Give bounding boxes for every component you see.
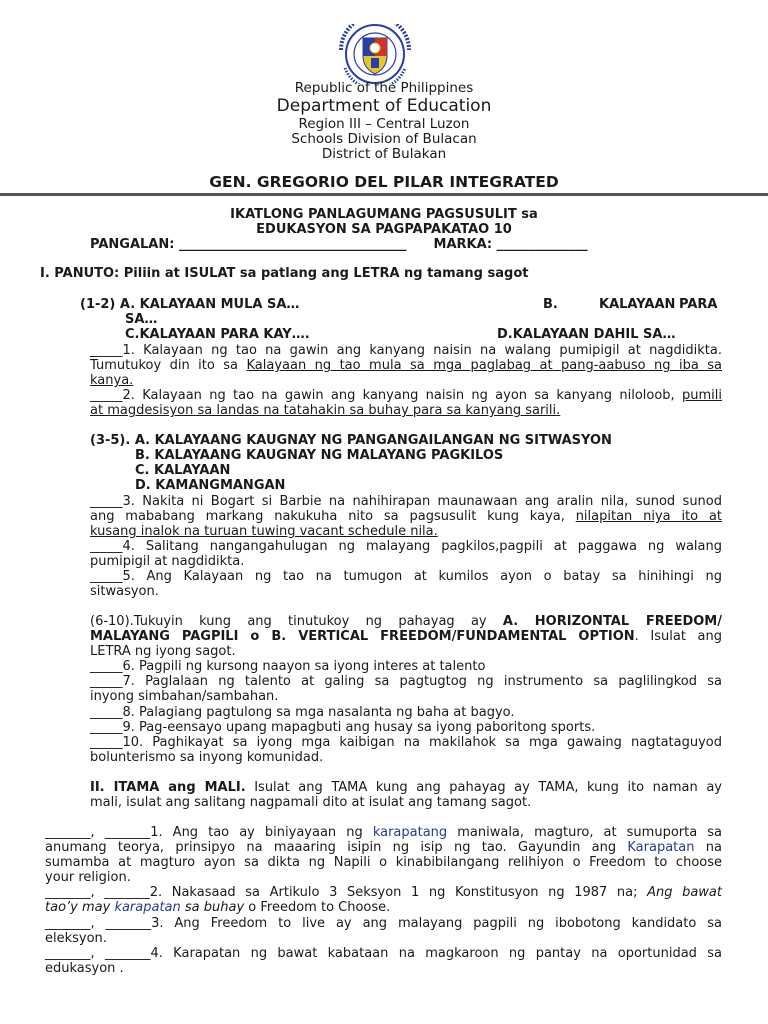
q10-line2: bolunterismo sa inyong komunidad.	[90, 750, 324, 765]
q1-line2: Tumutukoy din ito sa Kalayaan ng tao mula sa mga paglabag at pang-aabuso ng iba sa	[90, 358, 722, 373]
group1-choice-c: C.KALAYAAN PARA KAY….	[125, 327, 310, 342]
group1-choice-a: (1-2) A. KALAYAAN MULA SA…	[80, 297, 300, 312]
q3-line2: ang mababang markang nakukuha nito sa pagsusulit kung kaya, nilapitan niya ito at	[90, 509, 722, 524]
header-divider	[0, 193, 768, 196]
q2-line1: _____2. Kalayaan ng tao na gawin ang kanyang naisin ng ayon sa kanyang niloloob, pumili	[90, 388, 722, 403]
q5-line2: sitwasyon.	[90, 584, 159, 599]
deped-seal-icon	[331, 24, 419, 84]
q2-line2: at magdesisyon sa landas na tatahakin sa buhay para sa kanyang sarili.	[90, 403, 561, 418]
district-line: District of Bulakan	[321, 146, 447, 162]
group1-choice-b-word2: KALAYAAN	[599, 297, 676, 312]
q5-line1: _____5. Ang Kalayaan ng tao na tumugon at kumilos ayon o batay sa hinihingi ng	[90, 569, 722, 584]
q3-line3: kusang inalok na turuan tuwing vacant schedule nila.	[90, 524, 438, 539]
group2-choice-c: C. KALAYAAN	[135, 463, 231, 478]
group3-line3: LETRA ng iyong sagot.	[90, 644, 236, 659]
q4-line1: _____4. Salitang nangangahulugan ng malayang pagkilos,pagpili at paggawa ng walang	[90, 539, 722, 554]
group3-line2: MALAYANG PAGPILI o B. VERTICAL FREEDOM/FUNDAMENTAL OPTION. Isulat ang	[90, 629, 722, 644]
q8-line: _____8. Palagiang pagtulong sa mga nasalanta ng baha at bagyo.	[90, 705, 515, 720]
q9-line: _____9. Pag-eensayo upang mapagbuti ang husay sa iyong paboritong sports.	[90, 720, 596, 735]
part2-instruction-line1: II. ITAMA ang MALI. Isulat ang TAMA kung ang pahayag ay TAMA, kung ito naman ay	[90, 780, 722, 795]
q7-line1: _____7. Paglalaan ng talento at galing sa pagtugtog ng instrumento sa paglilingkod sa	[90, 674, 722, 689]
q1-line3: kanya.	[90, 373, 134, 388]
p2-q4-line1: _______, _______4. Karapatan ng bawat kabataan na magkaroon ng pantay na oportunidad sa	[45, 946, 722, 961]
p2-q1-line4: your religion.	[45, 870, 131, 885]
group2-choice-b: B. KALAYAANG KAUGNAY NG MALAYANG PAGKILOS	[135, 448, 504, 463]
group2-choice-a: (3-5). A. KALAYAANG KAUGNAY NG PANGANGAILANGAN NG SITWASYON	[90, 433, 612, 448]
p2-q2-line2: tao’y may karapatan sa buhay o Freedom to Choose.	[45, 900, 391, 915]
p2-q1-line3: sumamba at magturo ayon sa dikta ng Napili o kinabibilangang relihiyon o Freedom to choose	[45, 855, 722, 870]
p2-q1-line2: anumang teorya, prinsipyo na maaaring isipin ng isip ng tao. Gayundin ang Karapatan na	[45, 840, 722, 855]
group2-choice-d: D. KAMANGMANGAN	[135, 478, 286, 493]
q4-line2: pumipigil at nagdidikta.	[90, 554, 245, 569]
group1-choice-b-word3: PARA	[679, 297, 718, 312]
group1-choice-b-word1: B.	[543, 297, 558, 312]
part2-instruction-line2: mali, isulat ang salitang nagpamali dito at isulat ang tamang sagot.	[90, 795, 532, 810]
part1-instruction: I. PANUTO: Piliin at ISULAT sa patlang ang LETRA ng tamang sagot	[40, 266, 529, 281]
school-name: GEN. GREGORIO DEL PILAR INTEGRATED	[209, 173, 559, 191]
department-line: Department of Education	[276, 96, 492, 116]
q7-line2: inyong simbahan/sambahan.	[90, 689, 279, 704]
republic-line: Republic of the Philippines	[294, 80, 474, 96]
name-score-line	[90, 237, 722, 252]
q1-line1: _____1. Kalayaan ng tao na gawin ang kanyang naisin na walang pumipigil at nagdidikta.	[90, 343, 722, 358]
p2-q3-line1: _______, _______3. Ang Freedom to live ay ang malayang pagpili ng ibobotong kandidato sa	[45, 916, 722, 931]
p2-q4-line2: edukasyon .	[45, 961, 124, 976]
group3-line1: (6-10).Tukuyin kung ang tinutukoy ng pahayag ay A. HORIZONTAL FREEDOM/	[90, 614, 722, 629]
q6-line: _____6. Pagpili ng kursong naayon sa iyong interes at talento	[90, 659, 486, 674]
group1-choice-b-cont: SA…	[125, 312, 158, 327]
p2-q2-line1: _______, _______2. Nakasaad sa Artikulo 3 Seksyon 1 ng Konstitusyon ng 1987 na; Ang bawat	[45, 885, 722, 900]
p2-q3-line2: eleksyon.	[45, 931, 107, 946]
p2-q1-line1: _______, _______1. Ang tao ay biniyayaan ng karapatang maniwala, magturo, at sumuporta sa	[45, 825, 722, 840]
name-field[interactable]: PANGALAN: ___________________________________	[90, 237, 407, 252]
q3-line1: _____3. Nakita ni Bogart si Barbie na nahihirapan maunawaan ang aralin nila, sunod sunod	[90, 494, 722, 509]
region-line: Region III – Central Luzon	[298, 116, 470, 132]
exam-title-line1: IKATLONG PANLAGUMANG PAGSUSULIT sa	[230, 207, 538, 222]
exam-title-line2: EDUKASYON SA PAGPAPAKATAO 10	[256, 222, 512, 237]
division-line: Schools Division of Bulacan	[291, 131, 477, 147]
score-field[interactable]: MARKA: ______________	[433, 237, 588, 252]
q10-line1: _____10. Paghikayat sa iyong mga kaibigan na makilahok sa mga gawaing nagtataguyod	[90, 735, 722, 750]
group1-choice-d: D.KALAYAAN DAHIL SA…	[497, 327, 676, 342]
